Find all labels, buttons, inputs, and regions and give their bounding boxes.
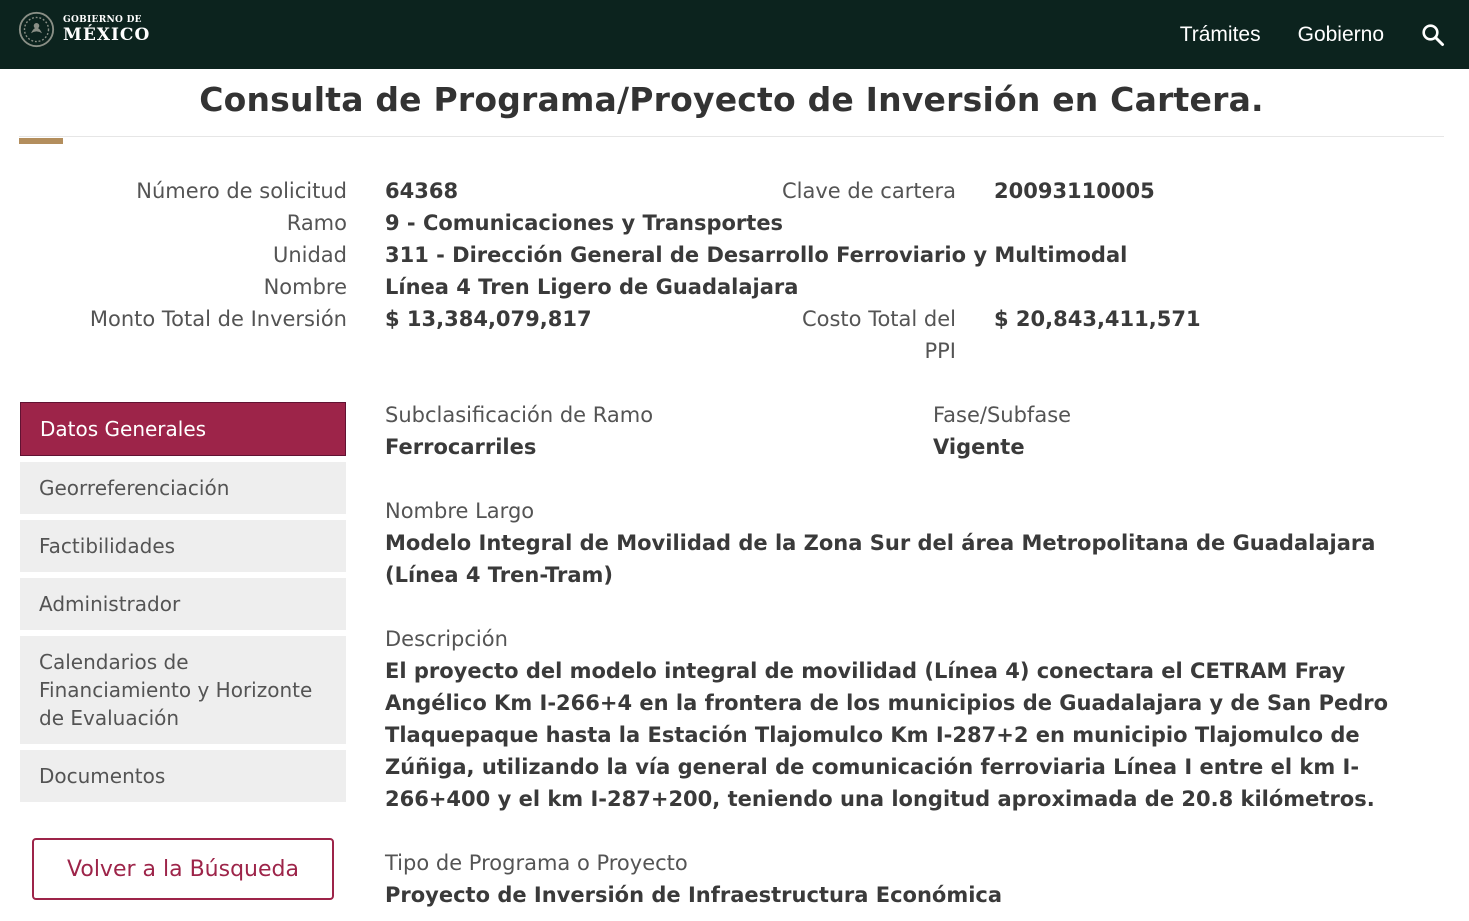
logo-line2: MÉXICO (63, 24, 151, 45)
logo-line1: GOBIERNO DE (63, 14, 142, 25)
costo-total-label-line1: Costo Total del (801, 307, 956, 331)
sidebar-item-factibilidades[interactable]: Factibilidades (20, 520, 346, 572)
fase-value: Vigente (933, 435, 1025, 459)
subclasificacion-label: Subclasificación de Ramo (385, 403, 654, 427)
numero-solicitud-value: 64368 (385, 179, 459, 203)
clave-cartera-label: Clave de cartera (781, 179, 956, 203)
sidebar-item-datos-generales[interactable]: Datos Generales (20, 402, 346, 456)
subclasificacion-value: Ferrocarriles (385, 435, 537, 459)
title-accent-bar (19, 138, 63, 144)
descripcion-value: El proyecto del modelo integral de movilidad (Línea 4) conectara el CETRAM Fray Angélico Km I-266+4 en la frontera de los municipios de Guadalajara y de San Pedro Tlaquepaque hasta la Estación Tlajomulco Km I-287+2 en municipio Tlajomulco de Zúñiga, utilizando la vía general de comunicación ferroviaria Línea I entre el km I-266+400 y el km I-287+200, teniendo una longitud aproximada de 20.8 kilómetros. (385, 659, 1389, 811)
gobierno-logo[interactable] (18, 11, 150, 48)
fase-label: Fase/Subfase (933, 403, 1072, 427)
title-divider (19, 136, 1444, 137)
page-title: Consulta de Programa/Proyecto de Inversión en Cartera. (199, 80, 1264, 119)
costo-total-label-line2: PPI (924, 339, 956, 363)
top-navbar (0, 0, 1469, 69)
ramo-label: Ramo (286, 211, 347, 235)
tipo-programa-label: Tipo de Programa o Proyecto (385, 851, 688, 875)
nombre-largo-value: Modelo Integral de Movilidad de la Zona Sur del área Metropolitana de Guadalajara (Línea 4 Tren-Tram) (385, 531, 1376, 587)
nav-links (1180, 0, 1445, 69)
logo-wordmark (63, 16, 150, 44)
nav-link-gobierno[interactable]: Gobierno (1297, 22, 1384, 46)
national-seal-icon (18, 11, 55, 48)
costo-total-value: $ 20,843,411,571 (994, 307, 1201, 331)
sidebar-item-georreferenciacion[interactable]: Georreferenciación (20, 462, 346, 514)
nombre-value: Línea 4 Tren Ligero de Guadalajara (385, 275, 799, 299)
sidebar-item-administrador[interactable]: Administrador (20, 578, 346, 630)
monto-total-label: Monto Total de Inversión (89, 307, 347, 331)
sidebar-item-calendarios[interactable]: Calendarios de Financiamiento y Horizonte de Evaluación (20, 636, 346, 744)
nav-link-tramites[interactable]: Trámites (1179, 22, 1261, 46)
tipo-programa-value: Proyecto de Inversión de Infraestructura Económica (385, 883, 1003, 907)
descripcion-label: Descripción (385, 627, 508, 651)
clave-cartera-value: 20093110005 (994, 179, 1155, 203)
numero-solicitud-label: Número de solicitud (136, 179, 347, 203)
unidad-label: Unidad (272, 243, 347, 267)
back-to-search-button[interactable]: Volver a la Búsqueda (32, 838, 334, 900)
section-sidebar (20, 402, 346, 808)
nombre-largo-label: Nombre Largo (385, 499, 535, 523)
nombre-label: Nombre (263, 275, 347, 299)
ramo-value: 9 - Comunicaciones y Transportes (385, 211, 784, 235)
monto-total-value: $ 13,384,079,817 (385, 307, 592, 331)
search-icon[interactable] (1421, 23, 1445, 47)
sidebar-item-documentos[interactable]: Documentos (20, 750, 346, 802)
unidad-value: 311 - Dirección General de Desarrollo Ferroviario y Multimodal (385, 243, 1128, 267)
